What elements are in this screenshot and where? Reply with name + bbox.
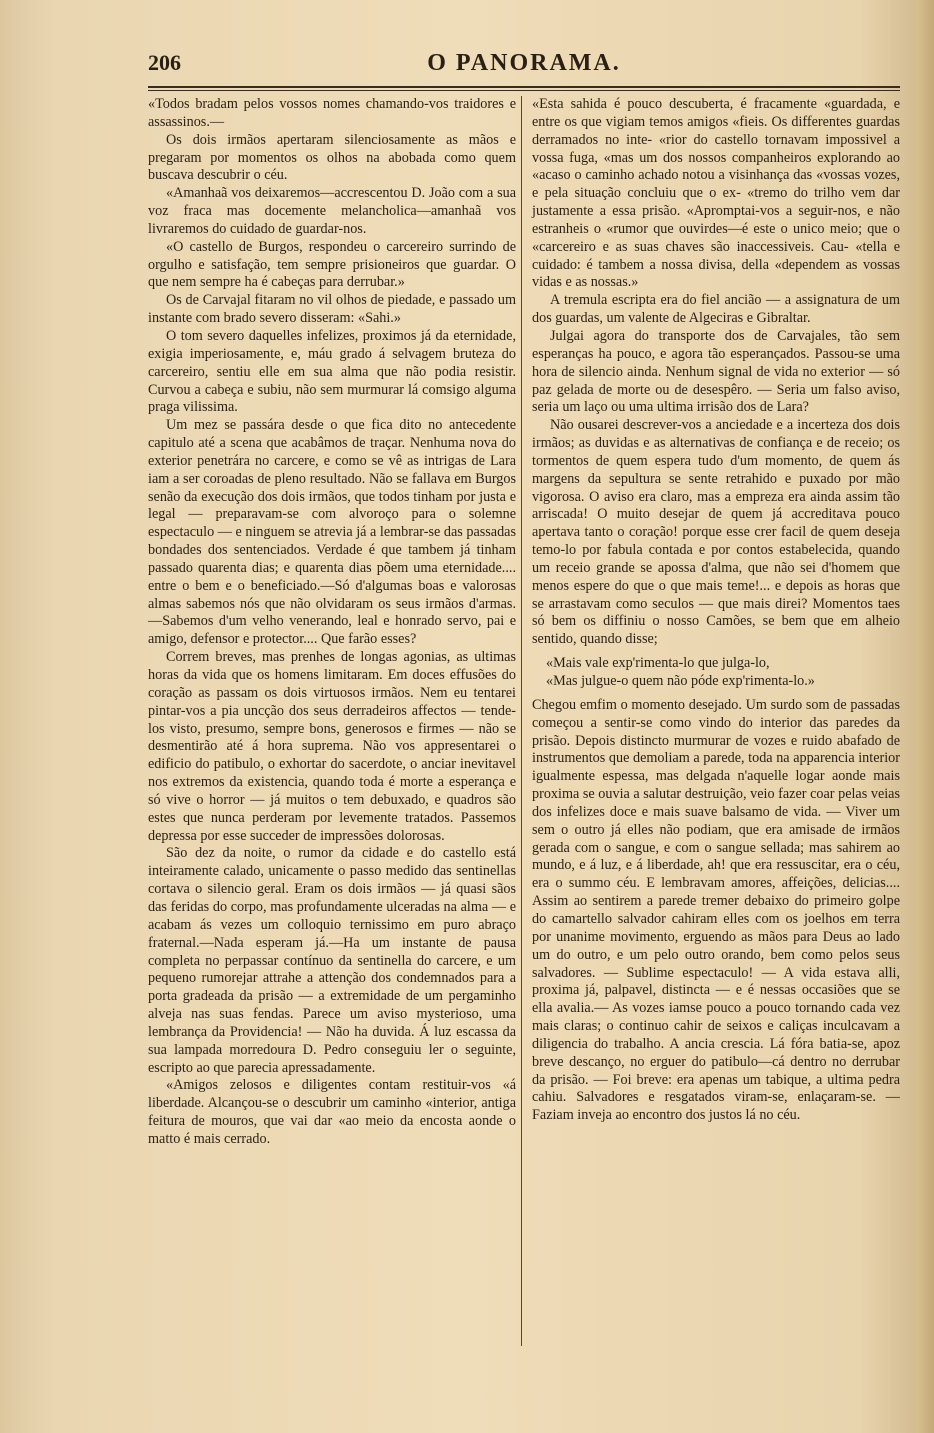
verse-line: «Mas julgue-o quem não póde exp'rimenta-lo.» <box>546 673 815 689</box>
verse-line: «Mais vale exp'rimenta-lo que julga-lo, <box>546 655 770 672</box>
paragraph: «Esta sahida é pouco descuberta, é fracamente «guardada, e entre os que vigiam temos amigos «fieis. Os differentes guardas derramados no inte- «rior do castello tornavam impossivel a vossa fuga, «mas um dos nossos companheiros explorando ao «acaso o caminho achado notou a visinhança das «vossas vozes, e pela situação concluiu que o ex- «tremo do trilho vem dar justamente a essa prisão. «Apromptai-vos a seguir-nos, e não estranheis o «rumor que ouvirdes—é este o unico meio; que o «carcereiro e as suas chaves são inaccessiveis. Cau- «tella e cuidado: é tambem a nossa divisa, della «dependem as vossas vidas e as nossas.» <box>532 96 900 291</box>
paragraph: Chegou emfim o momento desejado. Um surdo som de passadas começou a sentir-se como vindo do interior das paredes da prisão. Depois distincto murmurar de vozes e ruido abafado de instrumentos que demoliam a parede, toda na apparencia interior igualmente espessa, mas delgada n'aquelle logar aonde mais proxima se ouvia a salutar destruição, veio fazer coar pelas veias dos infelizes doce e mais suave balsamo de vida. — Viver um sem o outro já elles não podiam, que era amisade de irmãos gerada com o sangue, e com o sangue sellada; mas sahirem ao mundo, e á luz, e á liberdade, ah! que era ressuscitar, era o céu, era o summo céu. E lembravam amores, affeições, delicias.... Assim ao sentirem a parede tremer debaixo do primeiro golpe do camartello salvador cahiram elles com os joelhos em terra por unanime movimento, erguendo as mãos para Deus ao lado um do outro, e um pelo outro orando, bem como pelos seus salvadores. — Sublime espectaculo! — A vida estava alli, proxima já, palpavel, distincta — e é nessas occasiões que se ella avalia.— As vozes iamse pouco a pouco tornando cada vez mais claras; o continuo cahir de seixos e caliças inculcavam a diligencia do trabalho. A ancia crescia. Lá fóra batia-se, apoz breve descanço, no erguer do patibulo—cá dentro no derrubar da prisão. — Foi breve: era apenas um tabique, a ultima pedra cahiu. Salvadores e resgatados viram-se, enlaçaram-se. — Faziam inveja ao encontro dos justos lá no céu. <box>532 696 900 1124</box>
header-rule <box>148 86 900 88</box>
paragraph: A tremula escripta era do fiel ancião — a assignatura de um dos guardas, um valente de Algeciras e Gibraltar. <box>532 292 900 327</box>
verse-quote <box>546 655 900 691</box>
paragraph: Julgai agora do transporte dos de Carvajales, tão sem esperanças ha pouco, e agora tão esperançados. Passou-se uma hora de silencio ainda. Nenhum signal de vida no exterior — só paz gelada de morte ou de desespêro. — Seria um falso aviso, seria um laço ou uma ultima irrisão dos de Lara? <box>532 327 900 416</box>
page-edge-shadow <box>916 0 934 1433</box>
paragraph: Um mez se passára desde o que fica dito no antecedente capitulo até a scena que acabâmos de traçar. Nenhuma nova do exterior penetrára no carcere, e como se vê as intrigas de Lara iam a ser coroadas de pleno resultado. Não se fallava em Burgos senão da execução dos dois irmãos, que todos tinham por justa e legal — preparavam-se com alvoroço para o solemne espectaculo — e ninguem se atrevia já a lembrar-se das passadas bondades dos sentenciados. Verdade é que tambem já tinham passado quarenta dias; e quarenta dias põem uma eternidade.... entre o bem e o beneficiado.—Só d'algumas boas e valorosas almas sabemos nós que não olvidaram os seus irmãos d'armas.—Sabemos d'um velho venerando, leal e honrado servo, pai e amigo, defensor e protector.... Que farão esses? <box>148 417 516 648</box>
paragraph: Os de Carvajal fitaram no vil olhos de piedade, e passado um instante com brado severo disseram: «Sahi.» <box>148 292 516 327</box>
header-rule-thin <box>148 90 900 91</box>
left-column <box>148 96 516 1149</box>
page-number: 206 <box>148 50 181 75</box>
paragraph: «Amigos zelosos e diligentes contam restituir-vos «á liberdade. Alcançou-se o descubrir um caminho «interior, antiga feitura de mouros, que vai dar «ao meio da encosta aonde o matto é mais cerrado. <box>148 1077 516 1147</box>
paragraph: «O castello de Burgos, respondeu o carcereiro surrindo de orgulho e satisfação, tem sempre prisioneiros que guardar. O que nem sempre ha é cabeças para derrubar.» <box>148 238 516 291</box>
masthead-title: O PANORAMA. <box>427 50 621 76</box>
page-header <box>148 50 900 84</box>
paragraph: «Amanhaã vos deixaremos—accrescentou D. João com a sua voz fraca mas docemente melancholica—amanhaã vos livraremos do cuidado de guardar-nos. <box>148 185 516 237</box>
paragraph: «Todos bradam pelos vossos nomes chamando-vos traidores e assassinos.— <box>148 96 516 130</box>
paragraph: São dez da noite, o rumor da cidade e do castello está inteiramente calado, unicamente o passo medido das sentinellas cortava o silencio geral. Eram os dois irmãos — já quasi sãos das feridas do corpo, mas profundamente ulceradas na alma — e acabam ás vezes um colloquio ternissimo em puro abraço fraternal.—Nada esperam já.—Ha um instante de pausa completa no perpassar contínuo da sentinella do carcere, e um pequeno rumorejar attrahe a attenção dos condemnados para a porta gradeada da prisão — a extremidade de um pergaminho alveja nas suas fendas. Parece um aviso mysterioso, uma lembrança da Providencia! — Não ha duvida. Á luz escassa da sua lampada morredoura D. Pedro conseguiu ler o seguinte, escripto ao que parecia apressadamente. <box>148 845 516 1076</box>
column-divider <box>521 96 522 1346</box>
paragraph: O tom severo daquelles infelizes, proximos já da eternidade, exigia imperiosamente, e, máu grado á selvagem bruteza do carcereiro, sentiu elle em sua alma que não podia resistir. Curvou a cabeça e subiu, não sem murmurar lá comsigo alguma praga vilissima. <box>148 327 516 416</box>
right-column <box>532 96 900 1125</box>
paragraph: Correm breves, mas prenhes de longas agonias, as ultimas horas da vida que os homens limitaram. Em doces effusões do coração as passam os dois virtuosos irmãos. Nem eu tentarei pintar-vos a pia uncção dos seus derradeiros affectos — tende-los visto, presumo, sempre bons, generosos e firmes — não se desmentirão até á hora suprema. Não vos appresentarei o edificio do patibulo, o exhortar do sacerdote, o anciar inevitavel nos extremos da existencia, quando toda é morte a esperança e só vive o horror — já muitos o tem debuxado, e quadros são estes que nunca perderam por levemente tratados. Passemos depressa por esse succeder de impressões dolorosas. <box>148 649 516 844</box>
paragraph: Não ousarei descrever-vos a anciedade e a incerteza dos dois irmãos; as duvidas e as alternativas de confiança e de receio; os tormentos de quem espera tudo d'um momento, de quem ás margens da sepultura se sente retrahido e puxado por mão vigorosa. O aviso era claro, mas a empreza era ainda assim tão arriscada! O muito desejar de quem já accreditava pouco apertava tanto o coração! porque esse crer facil de quem deseja temo-lo por fabula contada e por contos estabelecida, quando um receio grande se apossa d'alma, que não sei d'homem que menos espere do que o que mais teme!... e depois as horas que se arrastavam como seculos — que mais direi? Momentos taes só bem os diffiniu o nosso Camões, se bem que em alheio sentido, quando disse; <box>532 417 900 648</box>
paragraph: Os dois irmãos apertaram silenciosamente as mãos e pregaram por momentos os olhos na abobada como quem buscava descubrir o céu. <box>148 131 516 184</box>
